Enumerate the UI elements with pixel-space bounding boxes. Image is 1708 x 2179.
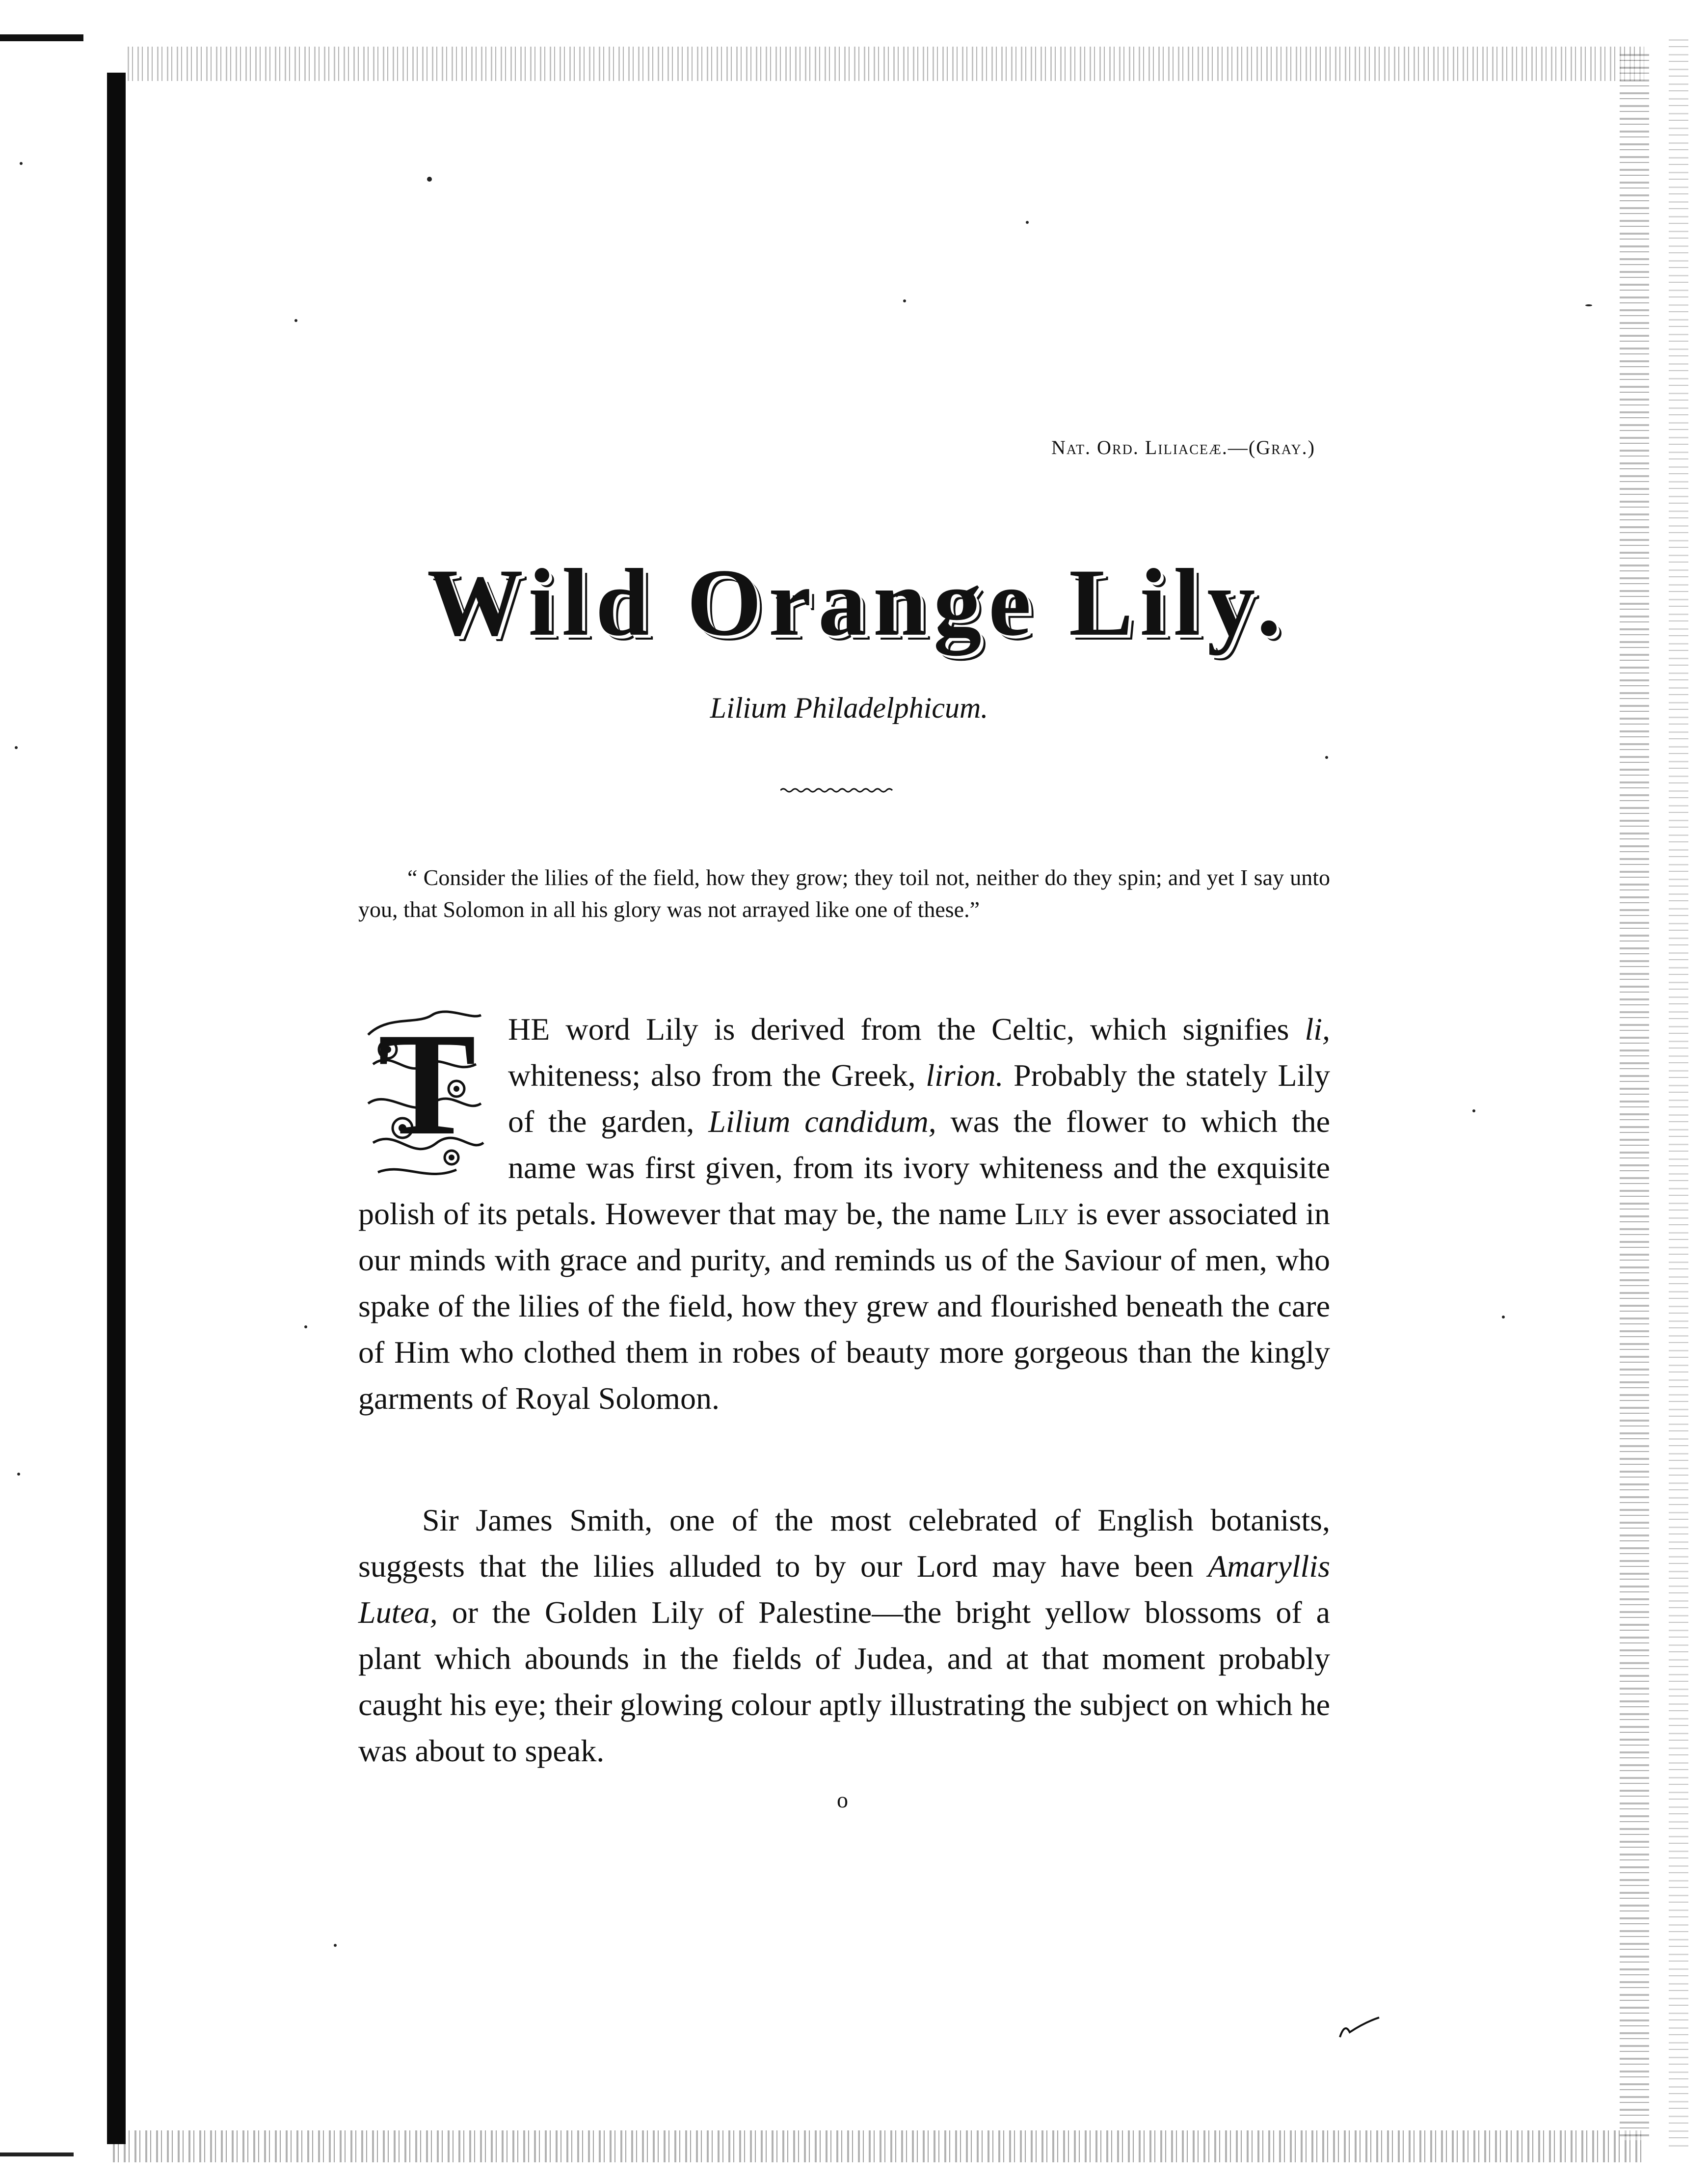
paragraph-1: [358, 1002, 1331, 1422]
p2-text-2: or the Golden Lily of Palestine—the bright yellow blossoms of a plant which abounds in the fields of Judea, and at that moment probably caught his eye; their glowing colour aptly illustrating the subject on which he was about to speak.: [358, 1595, 1330, 1768]
corner-mark-bottom: [0, 2152, 74, 2156]
p1-text-5: is ever associated in our minds with grace and purity, and reminds us of the Saviour of men, who spake of the lilies of the field, how they grew and flourished beneath the care of Him who clothed them in robes of beauty more gorgeous than the kingly garments of Royal Solomon.: [358, 1196, 1331, 1416]
p1-italic-li: li,: [1305, 1012, 1330, 1047]
stray-mark: [1335, 2013, 1384, 2042]
epigraph-quote: “ Consider the lilies of the field, how they grow; they toil not, neither do they spin; and yet I say unto you, that Solomon in all his glory was not arrayed like one of these.”: [358, 865, 1330, 922]
scan-edge-far-right: [1669, 39, 1688, 2150]
page-title: Wild Orange Lily.: [427, 549, 1288, 656]
first-word-rest: HE: [508, 1012, 550, 1047]
signature-mark: o: [837, 1787, 848, 1812]
p1-text-1: word Lily is derived from the Celtic, which signifies: [550, 1012, 1305, 1047]
p1-text-4: was the flower to which the name was first given, from its ivory whiteness and the exquisite polish of its petals. However that may be, the name: [358, 1104, 1331, 1231]
speck: [903, 299, 906, 302]
speck: [1502, 1316, 1505, 1318]
p1-italic-lilium-candidum: Lilium candidum,: [708, 1104, 936, 1139]
speck: [304, 1325, 307, 1328]
dropcap-letter: T: [378, 1002, 477, 1165]
speck: [334, 1944, 337, 1947]
botanical-name: Lilium Philadelphicum.: [710, 692, 988, 724]
speck: [1026, 221, 1029, 224]
ornamental-divider: [780, 787, 893, 794]
p1-italic-lirion: lirion.: [926, 1058, 1004, 1093]
speck: [17, 1473, 20, 1476]
scan-edge-bottom: [113, 2130, 1644, 2162]
speck: [20, 162, 23, 165]
corner-mark-top: [0, 34, 83, 41]
ornamental-dropcap: [358, 1002, 488, 1184]
speck: [427, 177, 432, 182]
p2-text-1: Sir James Smith, one of the most celebrated of English botanists, suggests that the lilies alluded to by our Lord may have been: [358, 1503, 1330, 1584]
p2-italic-amaryllis: Amaryllis Lutea,: [358, 1549, 1330, 1630]
paragraph-2: [358, 1497, 1330, 1774]
speck: [1472, 1109, 1475, 1112]
speck: [15, 746, 18, 749]
classification-note: Nat. Ord. Liliaceæ.—(Gray.): [1051, 436, 1315, 458]
speck: [1325, 756, 1328, 759]
speck: [294, 319, 297, 322]
scan-edge-top: [128, 47, 1644, 81]
p1-text-3: Probably the stately Lily of the garden,: [508, 1058, 1331, 1139]
binding-bar: [107, 73, 126, 2144]
speck: [1585, 304, 1592, 306]
p1-smallcaps-lily: Lily: [1014, 1196, 1069, 1231]
scan-edge-right: [1620, 54, 1649, 2140]
p1-text-2: whiteness; also from the Greek,: [508, 1058, 926, 1093]
